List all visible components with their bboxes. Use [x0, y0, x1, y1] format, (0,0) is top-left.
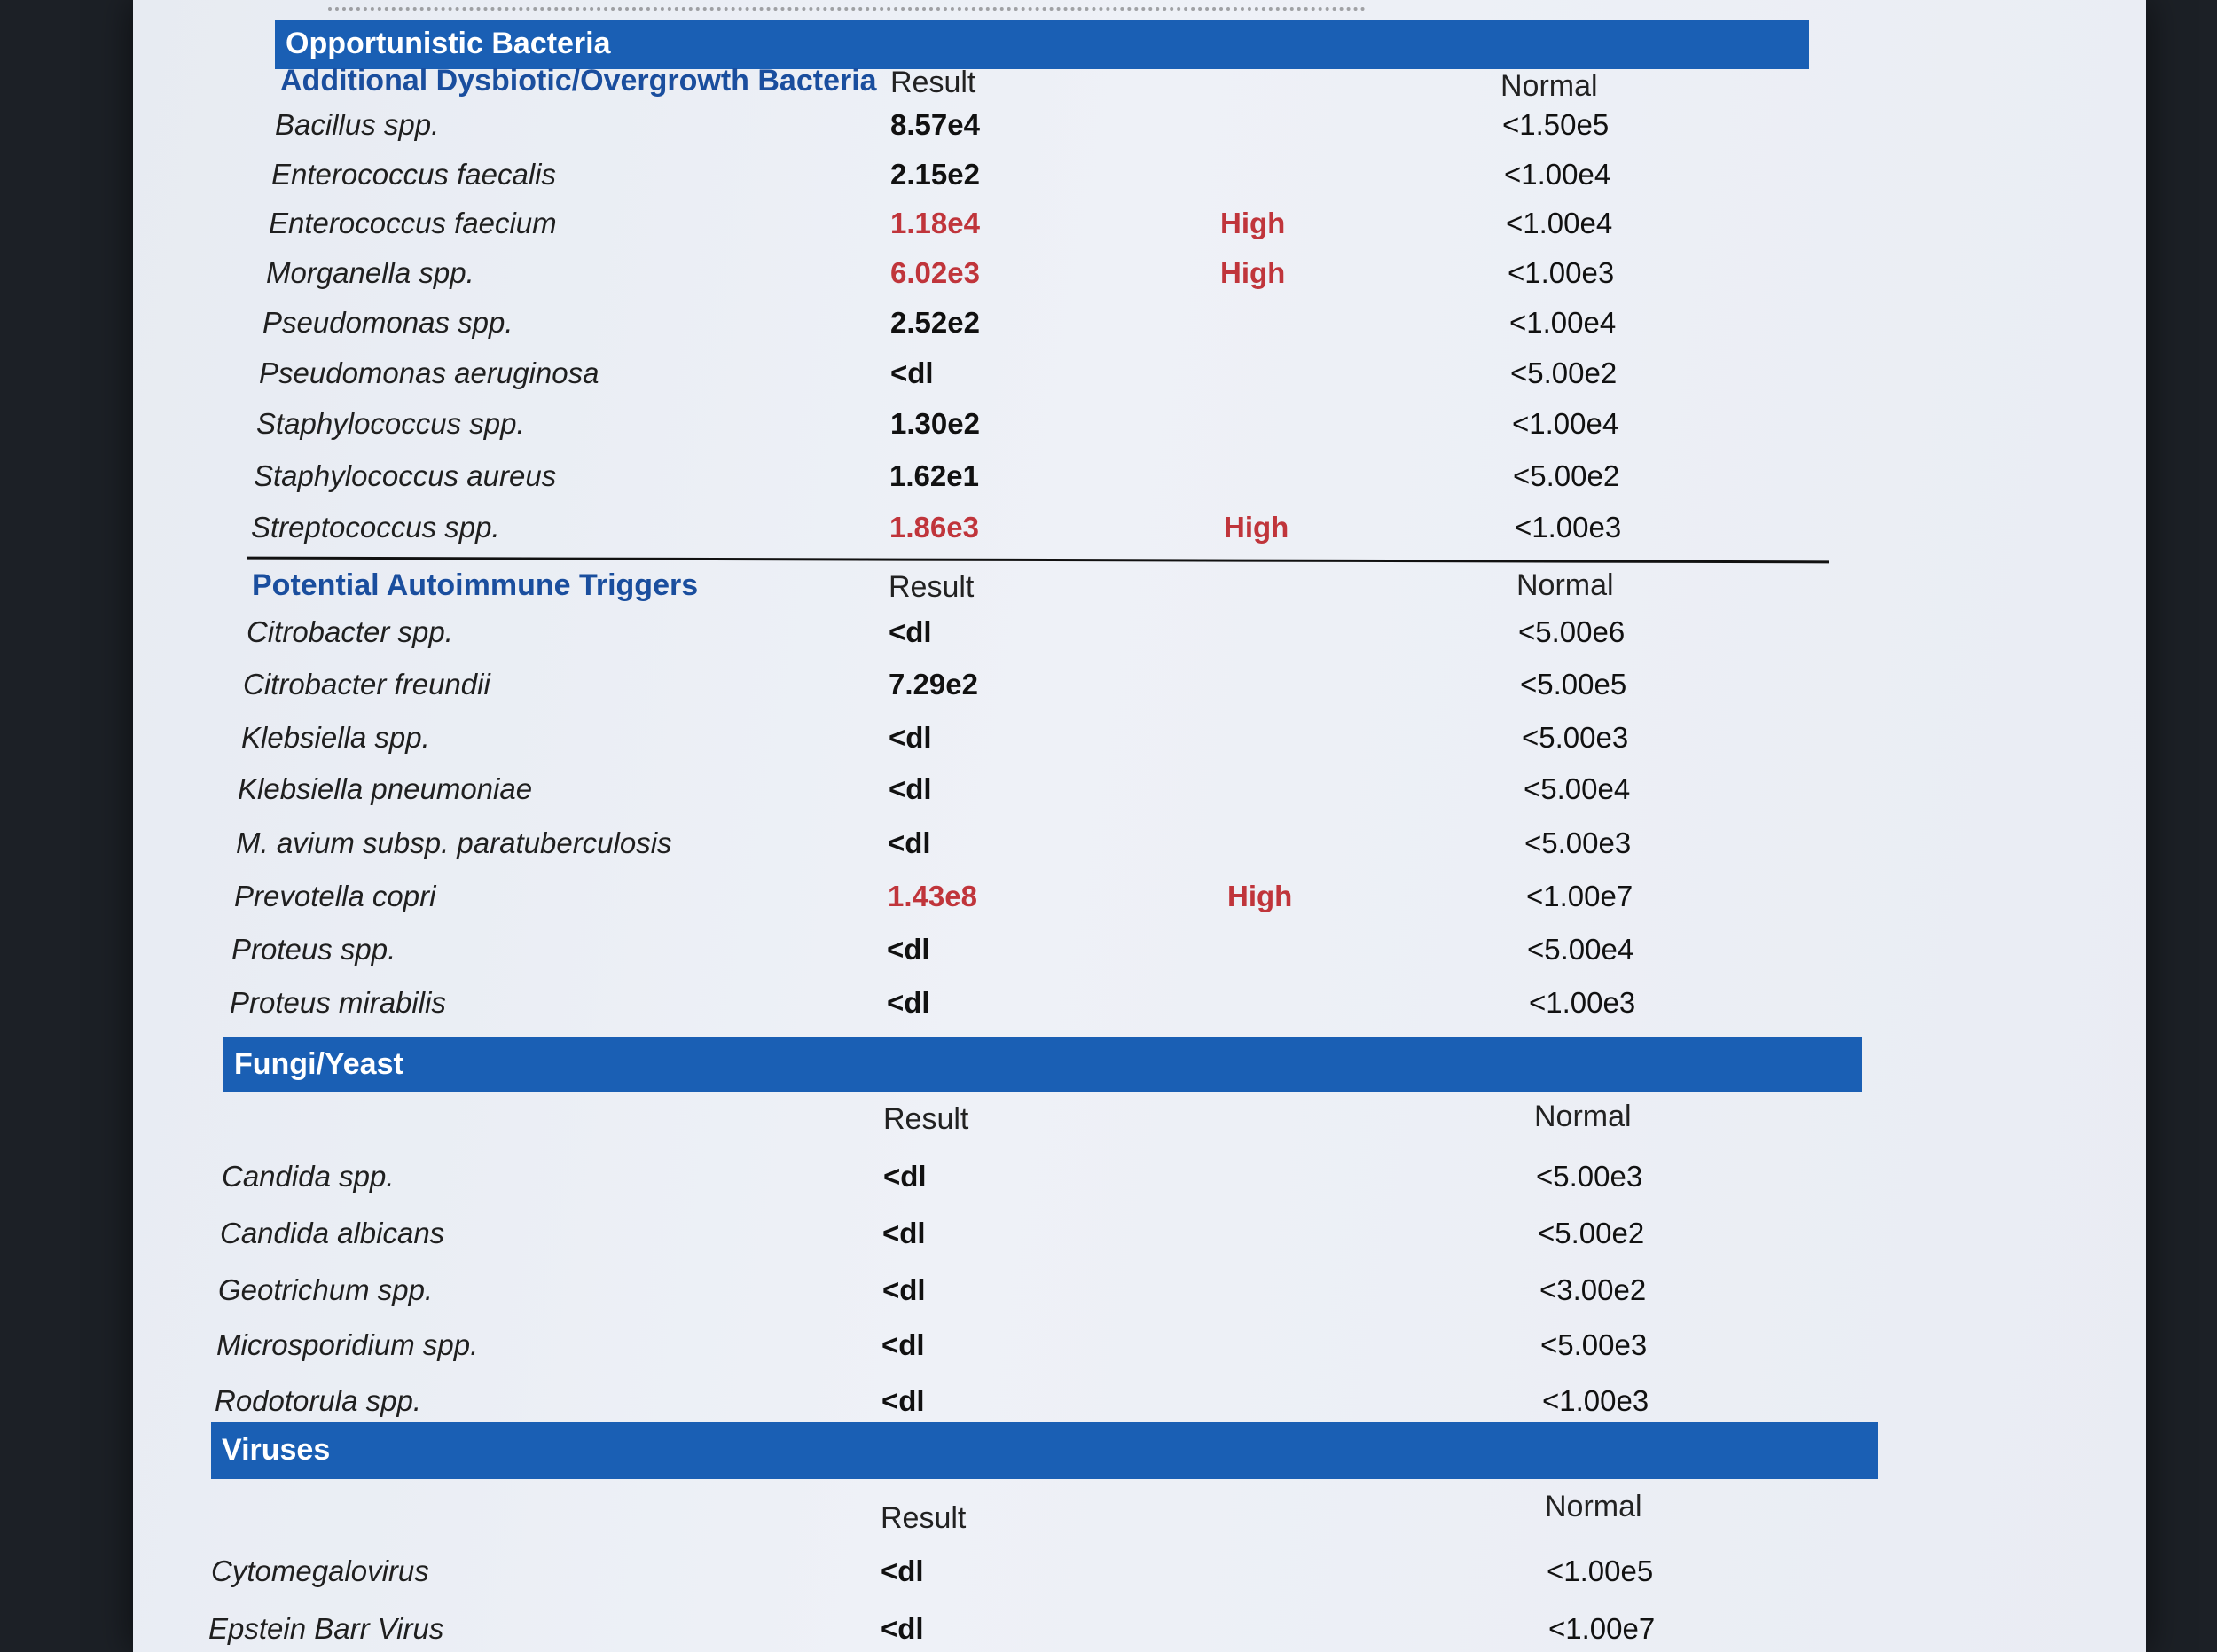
section-title: Fungi/Yeast — [234, 1047, 403, 1081]
normal-range: <1.00e7 — [1548, 1612, 1656, 1645]
result-value: <dl — [888, 826, 931, 859]
normal-range: <5.00e5 — [1520, 668, 1627, 701]
normal-range: <3.00e2 — [1539, 1273, 1647, 1306]
normal-column-header: Normal — [1500, 69, 1598, 103]
result-value: 8.57e4 — [890, 108, 980, 141]
result-value: 2.52e2 — [890, 306, 980, 339]
normal-range: <1.00e3 — [1508, 256, 1615, 289]
normal-range: <1.00e3 — [1529, 986, 1636, 1019]
organism-name: Staphylococcus spp. — [256, 407, 525, 440]
result-value: 1.86e3 — [889, 511, 979, 544]
normal-range: <1.00e4 — [1506, 207, 1613, 239]
section-band-viruses — [211, 1422, 1878, 1479]
normal-column-header: Normal — [1534, 1100, 1632, 1133]
result-value: <dl — [890, 356, 934, 389]
normal-range: <1.00e7 — [1526, 880, 1633, 912]
organism-name: Bacillus spp. — [275, 108, 440, 141]
normal-range: <5.00e6 — [1518, 615, 1626, 648]
normal-column-header: Normal — [1516, 568, 1614, 602]
result-value: 1.62e1 — [889, 459, 979, 492]
normal-range: <1.50e5 — [1502, 108, 1610, 141]
result-value: <dl — [883, 1160, 927, 1193]
normal-range: <1.00e4 — [1509, 306, 1617, 339]
result-value: <dl — [881, 1612, 924, 1645]
normal-range: <5.00e2 — [1510, 356, 1618, 389]
normal-range: <1.00e4 — [1504, 158, 1611, 191]
organism-name: Candida albicans — [220, 1217, 445, 1249]
result-column-header: Result — [890, 66, 976, 99]
organism-name: Citrobacter freundii — [243, 668, 490, 701]
organism-name: Enterococcus faecium — [269, 207, 557, 239]
subsection-title-dysbiotic: Additional Dysbiotic/Overgrowth Bacteria — [280, 64, 877, 98]
normal-range: <5.00e4 — [1527, 933, 1634, 966]
result-value: 7.29e2 — [889, 668, 978, 701]
organism-name: Microsporidium spp. — [216, 1328, 479, 1361]
normal-range: <1.00e3 — [1515, 511, 1622, 544]
section-band-opportunistic — [275, 20, 1809, 69]
normal-range: <5.00e3 — [1540, 1328, 1648, 1361]
normal-range: <5.00e2 — [1513, 459, 1620, 492]
high-flag: High — [1220, 207, 1286, 239]
result-value: <dl — [889, 615, 932, 648]
result-value: 1.43e8 — [888, 880, 977, 912]
organism-name: Geotrichum spp. — [218, 1273, 434, 1306]
section-title: Viruses — [222, 1433, 331, 1467]
result-value: <dl — [887, 986, 930, 1019]
result-value: 2.15e2 — [890, 158, 980, 191]
result-value: <dl — [882, 1217, 926, 1249]
result-value: <dl — [887, 933, 930, 966]
organism-name: M. avium subsp. paratuberculosis — [236, 826, 672, 859]
organism-name: Enterococcus faecalis — [271, 158, 556, 191]
organism-name: Pseudomonas aeruginosa — [259, 356, 599, 389]
section-title: Opportunistic Bacteria — [286, 27, 611, 60]
result-value: 6.02e3 — [890, 256, 980, 289]
result-value: 1.30e2 — [890, 407, 980, 440]
organism-name: Rodotorula spp. — [215, 1384, 421, 1417]
organism-name: Prevotella copri — [234, 880, 436, 912]
cut-off-header-line — [328, 0, 1366, 11]
normal-range: <5.00e4 — [1524, 772, 1631, 805]
result-value: <dl — [889, 721, 932, 754]
result-column-header: Result — [883, 1102, 969, 1136]
result-value: <dl — [889, 772, 932, 805]
organism-name: Streptococcus spp. — [251, 511, 500, 544]
organism-name: Epstein Barr Virus — [208, 1612, 444, 1645]
normal-range: <1.00e5 — [1547, 1554, 1654, 1587]
normal-range: <5.00e3 — [1524, 826, 1632, 859]
high-flag: High — [1220, 256, 1286, 289]
normal-range: <5.00e3 — [1522, 721, 1629, 754]
organism-name: Pseudomonas spp. — [262, 306, 513, 339]
result-value: <dl — [881, 1384, 925, 1417]
result-value: <dl — [881, 1554, 924, 1587]
high-flag: High — [1224, 511, 1289, 544]
result-column-header: Result — [889, 570, 975, 604]
organism-name: Cytomegalovirus — [211, 1554, 429, 1587]
organism-name: Citrobacter spp. — [247, 615, 453, 648]
organism-name: Staphylococcus aureus — [254, 459, 557, 492]
organism-name: Proteus mirabilis — [230, 986, 446, 1019]
high-flag: High — [1227, 880, 1293, 912]
normal-range: <1.00e4 — [1512, 407, 1619, 440]
result-value: <dl — [881, 1328, 925, 1361]
organism-name: Proteus spp. — [231, 933, 396, 966]
normal-range: <1.00e3 — [1542, 1384, 1649, 1417]
result-value: <dl — [882, 1273, 926, 1306]
organism-name: Klebsiella pneumoniae — [238, 772, 533, 805]
organism-name: Klebsiella spp. — [241, 721, 430, 754]
normal-range: <5.00e2 — [1538, 1217, 1645, 1249]
normal-range: <5.00e3 — [1536, 1160, 1643, 1193]
organism-name: Morganella spp. — [266, 256, 474, 289]
organism-name: Candida spp. — [222, 1160, 395, 1193]
result-value: 1.18e4 — [890, 207, 980, 239]
result-column-header: Result — [881, 1501, 967, 1535]
subsection-title-autoimmune: Potential Autoimmune Triggers — [252, 568, 699, 602]
section-band-fungi — [223, 1037, 1862, 1092]
normal-column-header: Normal — [1545, 1490, 1642, 1523]
